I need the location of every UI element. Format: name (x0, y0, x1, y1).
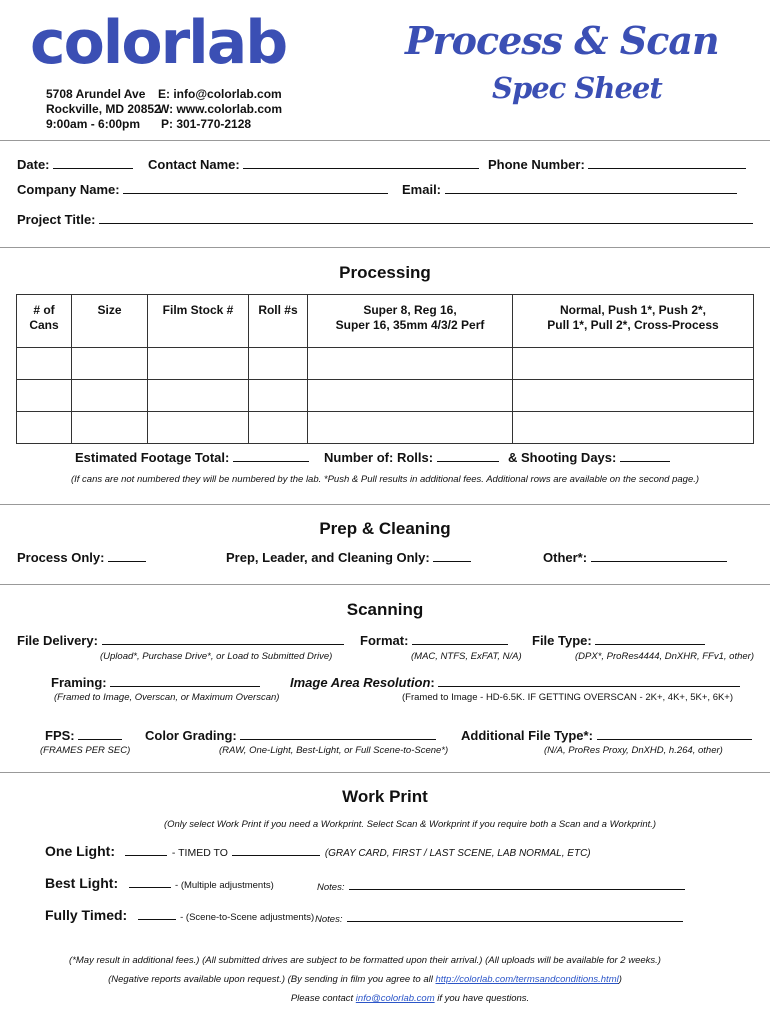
divider (0, 772, 770, 773)
fps-field[interactable] (45, 727, 122, 744)
footer-line-1: (*May result in additional fees.) (All submitted drives are subject to be formatted upon their arrival.) (All uploads will be available for 2 weeks.) (69, 955, 661, 966)
prep-leader-label: Prep, Leader, and Cleaning Only: (226, 550, 430, 565)
fully-timed-blank[interactable] (138, 907, 176, 920)
process-only-label: Process Only: (17, 550, 105, 565)
phone-field[interactable] (488, 156, 746, 173)
resolution-field[interactable]: Image Area Resolution: (290, 674, 740, 691)
project-title-label: Project Title: (17, 212, 96, 227)
shooting-days-field[interactable] (508, 449, 670, 466)
footer-text: Please contact (290, 993, 356, 1004)
col-line: Roll #s (258, 303, 298, 317)
address-street: 5708 Arundel Ave (46, 87, 146, 101)
color-grading-label: Color Grading (145, 728, 233, 743)
table-cell[interactable] (17, 348, 72, 380)
col-size (72, 295, 148, 348)
one-light-label: One Light: (45, 843, 115, 859)
table-cell[interactable] (513, 380, 754, 412)
col-line: # of (33, 303, 55, 317)
page-subtitle: Spec Sheet (492, 71, 662, 105)
contact-email: E: info@colorlab.com (158, 87, 282, 101)
fps-label: FPS: (45, 728, 75, 743)
col-film-stock (148, 295, 249, 348)
table-cell[interactable] (249, 380, 308, 412)
footage-field[interactable] (75, 449, 309, 466)
file-delivery-note: (Upload*, Purchase Drive*, or Load to Submitted Drive) (100, 651, 333, 662)
other-label: Other*: (543, 550, 588, 565)
table-cell[interactable] (308, 412, 513, 444)
date-blank[interactable] (53, 156, 133, 169)
contact-name-blank[interactable] (243, 156, 479, 169)
col-roll (249, 295, 308, 348)
table-row (17, 412, 754, 444)
resolution-blank[interactable] (438, 674, 740, 687)
col-line: Size (97, 303, 122, 317)
address-block (46, 87, 161, 132)
color-grading-note: (RAW, One-Light, Best-Light, or Full Scene-to-Scene*) (219, 745, 449, 756)
address-city: Rockville, MD 20852 (46, 102, 161, 116)
framing-field[interactable]: Framing: (51, 674, 260, 691)
additional-file-type-blank[interactable] (597, 727, 752, 740)
best-light-note: - (Multiple adjustments) (175, 880, 274, 891)
other-blank[interactable] (591, 549, 727, 562)
contact-website: W: www.colorlab.com (158, 102, 283, 116)
table-cell[interactable] (308, 380, 513, 412)
email-blank[interactable] (445, 181, 737, 194)
fully-timed-notes[interactable] (315, 909, 683, 927)
phone-blank[interactable] (588, 156, 746, 169)
footer-text: ) (618, 974, 622, 985)
processing-table (16, 294, 754, 444)
color-grading-blank[interactable] (240, 727, 436, 740)
col-format (308, 295, 513, 348)
best-light-label: Best Light: (45, 875, 119, 891)
table-cell[interactable] (72, 348, 148, 380)
company-label: Company Name: (17, 182, 120, 197)
table-cell[interactable] (72, 412, 148, 444)
processing-heading: Processing (339, 263, 431, 282)
file-delivery-label: File Delivery (17, 633, 94, 648)
framing-blank[interactable] (110, 674, 260, 687)
fully-timed-note: - (Scene-to-Scene adjustments) (180, 912, 315, 923)
contact-phone: P: 301-770-2128 (161, 117, 252, 131)
divider (0, 584, 770, 585)
table-cell[interactable] (308, 348, 513, 380)
prep-heading: Prep & Cleaning (319, 519, 451, 538)
one-light-blank[interactable] (125, 843, 167, 856)
footer-line-2 (0, 974, 730, 986)
divider (0, 140, 770, 141)
prep-leader-blank[interactable] (433, 549, 471, 562)
additional-file-type-field[interactable] (461, 727, 752, 744)
color-grading-field[interactable]: Color Grading: (145, 727, 436, 744)
format-note: (MAC, NTFS, ExFAT, N/A) (411, 651, 522, 662)
date-label: Date: (17, 157, 50, 172)
framing-note: (Framed to Image, Overscan, or Maximum Overscan) (54, 692, 280, 703)
colorlab-logo: colorlab (30, 8, 287, 78)
best-light-notes[interactable] (317, 877, 685, 895)
footer-line-3 (0, 993, 770, 1005)
format-field[interactable]: Format: (360, 632, 508, 649)
table-row (17, 380, 754, 412)
process-only-field[interactable] (17, 549, 146, 566)
timed-to-label: - TIMED TO (171, 847, 228, 859)
table-cell[interactable] (148, 380, 249, 412)
work-print-heading: Work Print (342, 787, 428, 806)
table-header-row (17, 295, 754, 348)
additional-file-type-note: (N/A, ProRes Proxy, DnXHD, h.264, other) (544, 745, 723, 756)
col-line: Super 8, Reg 16, (363, 303, 457, 317)
resolution-label: Image Area Resolution (290, 675, 431, 690)
shooting-days-blank[interactable] (620, 449, 670, 462)
best-light-row[interactable] (45, 875, 274, 893)
table-cell[interactable] (17, 380, 72, 412)
fps-blank[interactable] (78, 727, 122, 740)
divider (0, 247, 770, 248)
project-title-field[interactable] (17, 211, 753, 228)
timed-to-blank[interactable] (232, 843, 320, 856)
table-cell[interactable] (148, 348, 249, 380)
email-label: Email: (402, 182, 442, 197)
file-type-label: File Type (532, 633, 588, 648)
framing-label: Framing (51, 675, 103, 690)
table-cell[interactable] (513, 412, 754, 444)
table-row (17, 348, 754, 380)
footage-label: Estimated Footage Total: (75, 450, 230, 465)
notes-label: Notes: (317, 882, 345, 893)
fully-timed-label: Fully Timed: (45, 907, 128, 923)
notes-blank[interactable] (347, 909, 683, 922)
additional-file-type-label: Additional File Type*: (461, 728, 593, 743)
email-field[interactable] (402, 181, 737, 198)
phone-label: Phone Number: (488, 157, 585, 172)
rolls-field[interactable] (324, 449, 499, 466)
col-process (513, 295, 754, 348)
col-line: Pull 1*, Pull 2*, Cross-Process (547, 318, 719, 332)
table-cell[interactable] (17, 412, 72, 444)
timed-to-note: (GRAY CARD, FIRST / LAST SCENE, LAB NORMAL, ETC) (324, 848, 591, 859)
file-type-field[interactable]: File Type: (532, 632, 705, 649)
table-cell[interactable] (513, 348, 754, 380)
footer-text: if you have questions. (434, 993, 530, 1004)
company-field[interactable] (17, 181, 388, 198)
contact-block (158, 87, 282, 132)
table-cell[interactable] (249, 348, 308, 380)
format-label: Format (360, 633, 405, 648)
table-cell[interactable] (148, 412, 249, 444)
col-line: Cans (29, 318, 59, 332)
table-cell[interactable] (249, 412, 308, 444)
notes-blank[interactable] (349, 877, 685, 890)
footer-text: (Negative reports available upon request.) (By sending in film you agree to all (108, 974, 436, 985)
processing-note: (If cans are not numbered they will be numbered by the lab. *Push & Pull results in additional fees. Additional rows are available on the second page.) (70, 474, 700, 485)
business-hours: 9:00am - 6:00pm (46, 117, 141, 131)
one-light-row[interactable] (45, 843, 591, 861)
file-delivery-field[interactable]: File Delivery: (17, 632, 344, 649)
contact-name-label: Contact Name: (148, 157, 240, 172)
divider (0, 504, 770, 505)
rolls-blank[interactable] (437, 449, 499, 462)
file-type-note: (DPX*, ProRes4444, DnXHR, FFv1, other) (575, 651, 754, 662)
scanning-heading: Scanning (346, 600, 424, 619)
notes-label: Notes: (315, 914, 343, 925)
format-blank[interactable] (412, 632, 508, 645)
company-blank[interactable] (123, 181, 388, 194)
date-field[interactable] (17, 156, 133, 173)
page-title: Process & Scan (405, 18, 719, 63)
email-link[interactable]: info@colorlab.com (355, 993, 435, 1004)
prep-leader-field[interactable] (226, 549, 471, 566)
best-light-blank[interactable] (129, 875, 171, 888)
file-type-blank[interactable] (595, 632, 705, 645)
col-line: Film Stock # (162, 303, 234, 317)
col-line: Super 16, 35mm 4/3/2 Perf (335, 318, 485, 332)
col-cans (17, 295, 72, 348)
process-only-blank[interactable] (108, 549, 146, 562)
footage-blank[interactable] (233, 449, 309, 462)
col-line: Normal, Push 1*, Push 2*, (559, 303, 707, 317)
terms-link[interactable]: http://colorlab.com/termsandconditions.html (435, 974, 619, 985)
project-title-blank[interactable] (99, 211, 753, 224)
shooting-days-label: & Shooting Days: (508, 450, 617, 465)
other-field[interactable] (543, 549, 727, 566)
resolution-note: (Framed to Image - HD-6.5K. IF GETTING OVERSCAN - 2K+, 4K+, 5K+, 6K+) (402, 692, 734, 703)
table-cell[interactable] (72, 380, 148, 412)
rolls-label: Number of: Rolls: (324, 450, 434, 465)
contact-name-field[interactable] (148, 156, 479, 173)
file-delivery-blank[interactable] (102, 632, 344, 645)
fps-note: (FRAMES PER SEC) (40, 745, 131, 756)
work-print-intro: (Only select Work Print if you need a Workprint. Select Scan & Workprint if you require both a Scan and a Workprint.) (163, 819, 657, 830)
fully-timed-row[interactable] (45, 907, 314, 925)
